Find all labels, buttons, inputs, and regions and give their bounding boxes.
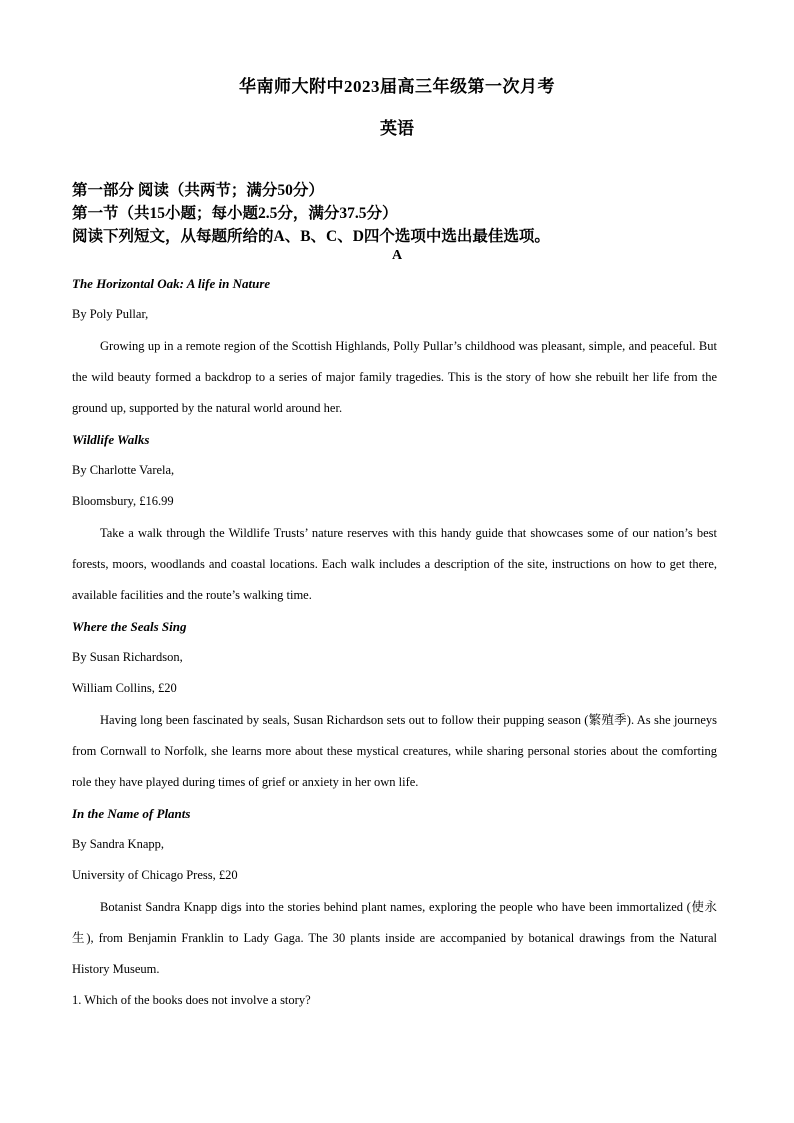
book-author: By Sandra Knapp, <box>72 837 164 851</box>
book-publisher: William Collins, £20 <box>72 681 177 695</box>
book-title: Where the Seals Sing <box>72 619 187 634</box>
book-description: Botanist Sandra Knapp digs into the stories behind plant names, exploring the people who have been immortalized (使永生), from Benjamin Franklin to Lady Gaga. The 30 plants inside are accompanied by botanical drawings from the Natural History Museum. <box>72 900 717 976</box>
book-description: Growing up in a remote region of the Scottish Highlands, Polly Pullar’s childhood was pleasant, simple, and peaceful. But the wild beauty formed a backdrop to a series of major family tragedies. This is the story of how she rebuilt her life from the ground up, supported by the natural world around her. <box>72 339 717 415</box>
passage-label: A <box>391 248 403 263</box>
book-title: Wildlife Walks <box>72 432 150 447</box>
part-heading: 第一部分 阅读（共两节；满分50分） <box>72 182 324 199</box>
book-author: By Susan Richardson, <box>72 650 183 664</box>
exam-subject: 英语 <box>380 119 414 138</box>
book-author: By Poly Pullar, <box>72 307 149 321</box>
book-description: Take a walk through the Wildlife Trusts’ nature reserves with this handy guide that showcases some of our nation’s best forests, moors, woodlands and coastal locations. Each walk includes a description of the site, instructions on how to get there, available facilities and the route’s walking time. <box>72 526 717 602</box>
exam-title: 华南师大附中2023届高三年级第一次月考 <box>239 77 555 96</box>
question-1: 1. Which of the books does not involve a story? <box>72 993 311 1007</box>
book-description: Having long been fascinated by seals, Susan Richardson sets out to follow their pupping season (繁殖季). As she journeys from Cornwall to Norfolk, she learns more about these mystical creatures, while sharing personal stories about the comforting role they have played during times of grief or anxiety in her own life. <box>72 713 717 789</box>
book-title: In the Name of Plants <box>72 806 191 821</box>
book-author: By Charlotte Varela, <box>72 463 175 477</box>
book-title: The Horizontal Oak: A life in Nature <box>72 276 271 291</box>
book-publisher: Bloomsbury, £16.99 <box>72 494 174 508</box>
section-heading: 第一节（共15小题；每小题2.5分，满分37.5分） <box>72 205 398 222</box>
book-publisher: University of Chicago Press, £20 <box>72 868 238 882</box>
instruction-text: 阅读下列短文，从每题所给的A、B、C、D四个选项中选出最佳选项。 <box>72 228 550 245</box>
